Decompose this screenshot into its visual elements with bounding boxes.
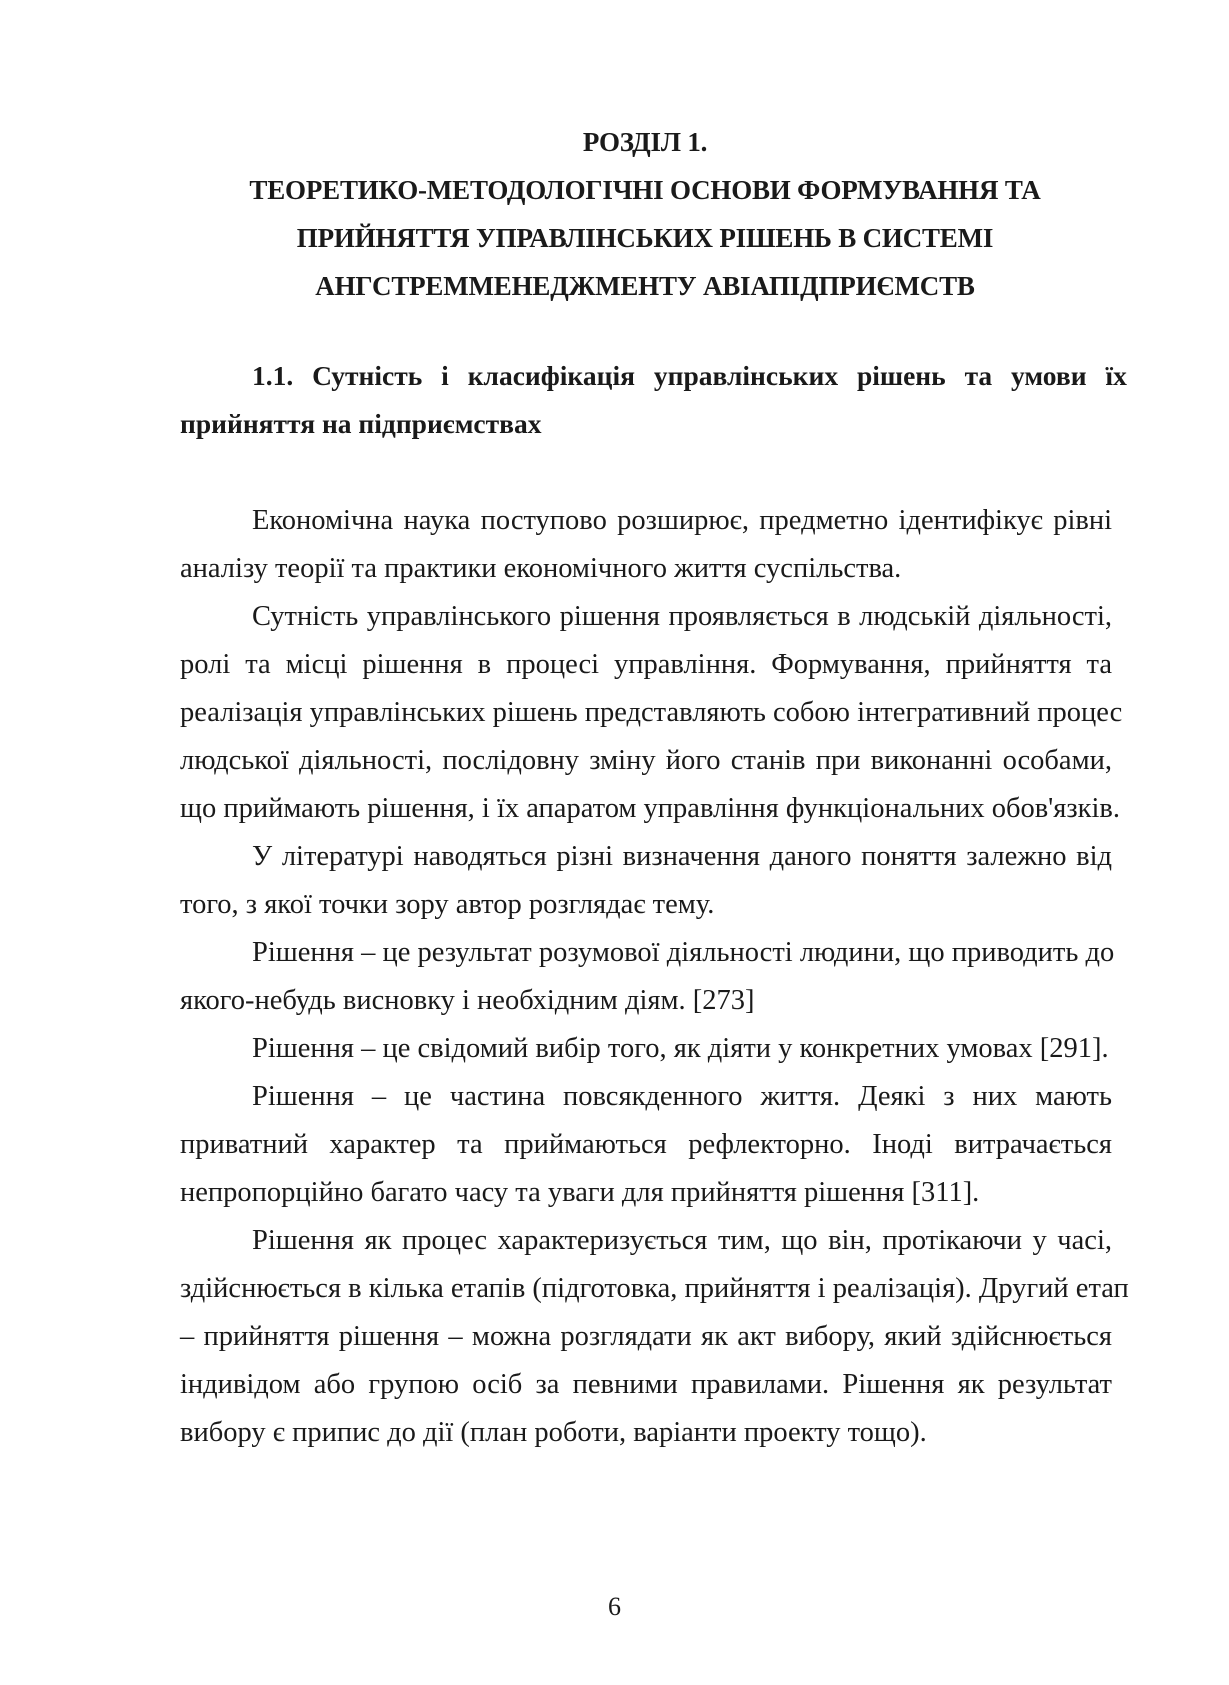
chapter-heading-line: АНГСТРЕММЕНЕДЖМЕНТУ АВІАПІДПРИЄМСТВ [315, 271, 975, 301]
chapter-heading-line: ТЕОРЕТИКО-МЕТОДОЛОГІЧНІ ОСНОВИ ФОРМУВАННЯ ТА [249, 175, 1041, 205]
paragraph [180, 929, 1115, 1025]
text-line: У літературі наводяться різні визначення даного поняття залежно від [252, 841, 1112, 872]
paragraph [180, 1073, 1112, 1217]
text-line: Рішення – це результат розумової діяльності людини, що приводить до [252, 937, 1115, 968]
text-line: реалізація управлінських рішень представляють собою інтегративний процес [180, 697, 1123, 728]
section-heading [180, 352, 1127, 448]
chapter-heading-line: РОЗДІЛ 1. [582, 127, 708, 157]
text-line: – прийняття рішення – можна розглядати як акт вибору, який здійснюється [180, 1321, 1112, 1352]
paragraph [180, 1217, 1129, 1457]
text-line: Сутність управлінського рішення проявляється в людській діяльності, [252, 601, 1112, 632]
paragraph [180, 833, 1112, 929]
text-line: ролі та місці рішення в процесі управління. Формування, прийняття та [180, 649, 1112, 680]
paragraph [180, 497, 1112, 593]
section-heading-line: 1.1. Сутність і класифікація управлінських рішень та умови їх [252, 360, 1127, 391]
page-number: 6 [608, 1592, 621, 1621]
text-line: того, з якої точки зору автор розглядає тему. [180, 889, 715, 920]
text-line: приватний характер та приймаються рефлекторно. Іноді витрачається [180, 1129, 1112, 1160]
body-text [180, 497, 1129, 1457]
text-line: здійснюється в кілька етапів (підготовка, прийняття і реалізація). Другий етап [180, 1273, 1129, 1304]
text-line: вибору є припис до дії (план роботи, варіанти проекту тощо). [180, 1417, 927, 1448]
text-line: що приймають рішення, і їх апаратом управління функціональних обов'язків. [180, 793, 1120, 824]
paragraph [180, 1025, 1112, 1073]
text-line: Економічна наука поступово розширює, предметно ідентифікує рівні [252, 505, 1112, 536]
text-line: аналізу теорії та практики економічного життя суспільства. [180, 553, 902, 584]
text-line: Рішення як процес характеризується тим, що він, протікаючи у часі, [252, 1225, 1112, 1256]
text-line: якого-небудь висновку і необхідним діям. [273] [180, 985, 755, 1016]
text-line: людської діяльності, послідовну зміну його станів при виконанні особами, [180, 745, 1112, 776]
chapter-heading-line: ПРИЙНЯТТЯ УПРАВЛІНСЬКИХ РІШЕНЬ В СИСТЕМІ [296, 223, 994, 253]
text-line: індивідом або групою осіб за певними правилами. Рішення як результат [180, 1369, 1112, 1400]
chapter-heading [180, 118, 1110, 310]
section-heading-line: прийняття на підприємствах [180, 408, 542, 439]
paragraph [180, 593, 1123, 833]
text-line: непропорційно багато часу та уваги для прийняття рішення [311]. [180, 1177, 980, 1208]
text-line: Рішення – це частина повсякденного життя. Деякі з них мають [252, 1081, 1112, 1112]
text-line: Рішення – це свідомий вибір того, як діяти у конкретних умовах [291]. [252, 1033, 1109, 1064]
